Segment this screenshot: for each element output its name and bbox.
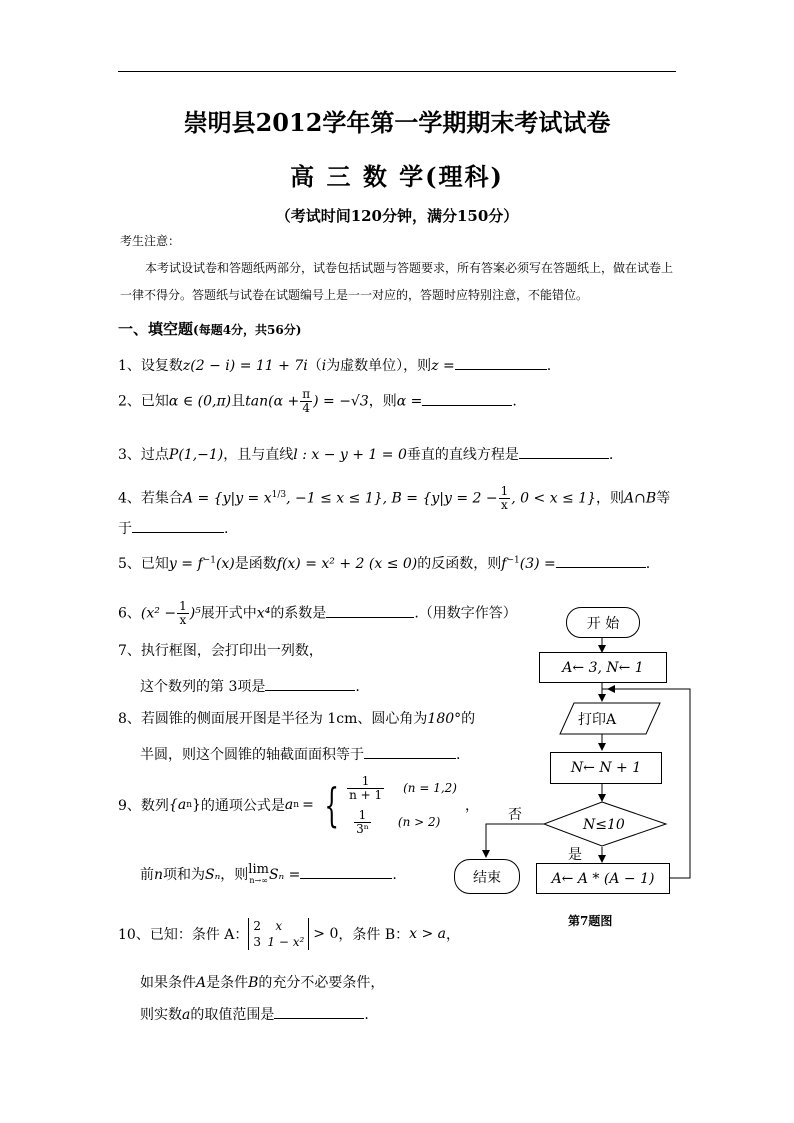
flowchart-increment: N← N + 1 — [550, 752, 662, 784]
q8-text-a: 若圆锥的侧面展开图是半径为 1cm、圆心角为 — [140, 711, 428, 727]
q10-line2c: 是条件 — [206, 975, 249, 991]
notice-heading: 考生注意： — [120, 234, 181, 248]
q8-line2: 半圆，则这个圆锥的轴截面面积等于 — [140, 747, 364, 763]
question-10-line3 — [140, 1004, 369, 1024]
q1-var-i: i — [321, 358, 327, 374]
q10-det-r2c1: 3 — [253, 935, 262, 949]
q10-cond-b: x > a — [409, 926, 447, 942]
q9-case1-den: n + 1 — [349, 787, 383, 802]
q10-text-a: 已知：条件 A： — [149, 927, 249, 943]
q6-text-f: 的系数是 — [270, 605, 327, 622]
q2-domain: α ∈ (0,π) — [168, 393, 232, 410]
q9-comma: ， — [464, 798, 479, 814]
exam-info: （考试时间120分钟，满分150分） — [275, 207, 519, 225]
question-4-line2 — [118, 518, 228, 538]
question-8-line2 — [140, 744, 460, 764]
q9-seq-sub: n — [186, 800, 192, 810]
q9-lim-expr: Sₙ = — [268, 867, 301, 883]
question-4 — [118, 485, 670, 512]
q10-determinant — [248, 918, 309, 950]
q9-case1-num: 1 — [347, 775, 384, 789]
q5-text-f: 的反函数，则 — [417, 556, 502, 572]
q4-text-a: 若集合 — [140, 490, 183, 507]
flowchart-end: 结束 — [454, 859, 520, 894]
q2-var-alpha: α = — [396, 393, 423, 410]
q6-expr: (x² − — [140, 605, 177, 622]
q9-line2c: 项和为 — [163, 867, 206, 883]
q9-number: 9、 — [118, 798, 141, 814]
q6-term: x⁴ — [256, 605, 271, 622]
q6-fraction — [177, 600, 189, 627]
q1-dot: . — [546, 358, 552, 374]
q6-text-g: .（用数字作答） — [414, 605, 517, 622]
q5-sup2: −1 — [506, 555, 520, 566]
flowchart-update: A← A * (A − 1) — [536, 863, 670, 894]
section-note: (每题4分，共56分) — [193, 323, 302, 337]
section-title: 一、填空题 — [118, 320, 194, 338]
q10-line2d: B — [248, 975, 259, 991]
q6-text-d: 展开式中 — [200, 605, 257, 622]
exam-subtitle: 高 三 数 学(理科) — [290, 162, 504, 191]
q10-text-c: ，条件 B： — [338, 927, 410, 943]
q4-set-b: , −1 ≤ x ≤ 1}, B = {y|y = 2 − — [286, 490, 498, 507]
header-rule — [118, 71, 676, 72]
q3-answer-blank[interactable] — [519, 444, 609, 459]
q2-text-g: ，则 — [368, 393, 397, 410]
q4-dot: . — [224, 521, 229, 537]
q4-exponent: 1/3 — [271, 489, 287, 500]
q4-intersection: A∩B — [624, 490, 657, 507]
q9-dot: . — [392, 867, 397, 883]
q6-number: 6、 — [118, 605, 141, 622]
q10-det-row1 — [253, 918, 304, 934]
q9-line2e: ，则 — [220, 867, 249, 883]
q1-text-c: （ — [307, 358, 322, 374]
q10-line2b: A — [196, 975, 207, 991]
question-9 — [118, 770, 479, 840]
q1-text-a: 设复数 — [140, 358, 183, 374]
q9-case2-num: 1 — [354, 809, 371, 823]
q10-det-r1c1: 2 — [253, 919, 262, 933]
q10-det-r2c2: 1 − x² — [267, 935, 305, 949]
q7-number: 7、 — [118, 643, 141, 659]
q4-answer-blank[interactable] — [132, 518, 224, 533]
flowchart-yes-label: 是 — [568, 847, 582, 863]
q9-answer-blank[interactable] — [300, 864, 392, 879]
section-heading — [118, 318, 301, 339]
question-10 — [118, 918, 460, 950]
q7-dot: . — [355, 679, 360, 695]
q2-fraction — [300, 388, 312, 415]
q5-answer-blank[interactable] — [556, 553, 646, 568]
q4-frac-num: 1 — [500, 484, 509, 498]
q9-case1-cond: (n = 1,2) — [403, 781, 457, 795]
q2-frac-den: 4 — [302, 401, 310, 415]
q7-line2: 这个数列的第 3项是 — [140, 679, 266, 695]
q9-seq: {a — [168, 797, 187, 813]
q9-an: a — [284, 797, 294, 813]
q6-answer-blank[interactable] — [326, 603, 414, 618]
question-7-line2 — [140, 676, 360, 696]
q9-text-c: 的通项公式是 — [200, 798, 285, 814]
q8-angle: 180° — [427, 711, 462, 727]
q9-line2a: 前 — [140, 867, 154, 883]
flowchart-condition: N≤10 — [583, 817, 625, 833]
flowchart-init: A← 3, N← 1 — [539, 652, 667, 683]
q5-function: f(x) = x² + 2 (x ≤ 0) — [276, 556, 418, 572]
q2-number: 2、 — [118, 393, 141, 410]
question-10-line2 — [140, 972, 384, 992]
q9-seq-end: } — [191, 797, 201, 813]
q9-lim-sub: n→∞ — [249, 876, 268, 885]
q4-fraction — [499, 485, 511, 512]
q4-set-b-end: , 0 < x ≤ 1} — [511, 490, 597, 507]
q5-text-a: 已知 — [140, 556, 169, 572]
q10-line2a: 如果条件 — [140, 975, 196, 991]
q6-frac-num: 1 — [179, 599, 187, 613]
q3-number: 3、 — [118, 447, 141, 463]
q9-case2-den: 3ⁿ — [356, 821, 369, 836]
flowchart-print: 打印A — [578, 712, 617, 728]
q3-text-e: 垂直的直线方程是 — [406, 447, 519, 463]
q10-gt: > 0 — [313, 926, 339, 942]
q2-dot: . — [512, 393, 517, 410]
q2-text-a: 已知 — [140, 393, 169, 410]
q1-var-z: z = — [431, 358, 455, 374]
q9-case2-cond: (n > 2) — [397, 815, 441, 829]
flowchart-start: 开 始 — [566, 607, 640, 638]
q10-answer-blank[interactable] — [274, 1004, 364, 1019]
q1-text-e: 为虚数单位），则 — [326, 358, 432, 374]
q9-brace: { — [324, 778, 339, 832]
q3-text-a: 过点 — [140, 447, 169, 463]
q9-an-sub: n — [293, 800, 300, 810]
q9-eq: = — [302, 797, 314, 813]
question-5 — [118, 553, 650, 573]
exam-title: 崇明县2012学年第一学期期末考试试卷 — [183, 108, 611, 137]
q4-text-h: 等 — [656, 490, 671, 507]
q4-number: 4、 — [118, 490, 141, 507]
q3-text-c: ，且与直线 — [223, 447, 294, 463]
q1-answer-blank[interactable] — [455, 355, 547, 370]
question-2 — [118, 388, 517, 415]
question-9-line2 — [140, 864, 397, 886]
q2-tan-value: ) = −√3 — [313, 393, 369, 410]
q1-equation: z(2 − i) = 11 + 7i — [182, 358, 308, 374]
q9-lim: lim — [248, 862, 269, 877]
flowchart-caption: 第7题图 — [568, 914, 613, 928]
q5-number: 5、 — [118, 556, 141, 572]
q10-line3a: 则实数 — [140, 1007, 182, 1023]
q9-case2-frac — [354, 809, 371, 836]
q2-frac-num: π — [302, 387, 311, 401]
q2-answer-blank[interactable] — [422, 391, 512, 406]
q9-text-a: 数列 — [140, 798, 169, 814]
q6-frac-den: x — [179, 613, 187, 627]
q2-tan: tan(α + — [245, 393, 300, 410]
q4-set-a: A = {y|y = x — [182, 490, 272, 507]
q10-line2e: 的充分不必要条件， — [258, 975, 385, 991]
flowchart-no-label: 否 — [508, 807, 522, 823]
q3-dot: . — [608, 447, 614, 463]
q10-number: 10、 — [118, 927, 150, 943]
q7-line1: 执行框图，会打印出一列数， — [140, 643, 323, 659]
q5-inverse: y = f — [168, 556, 203, 572]
q4-text-i: 于 — [118, 521, 132, 537]
q8-dot: . — [456, 747, 461, 763]
q10-line3c: 的取值范围是 — [190, 1007, 275, 1023]
q9-limit — [248, 864, 269, 886]
q5-arg: (x) — [215, 556, 235, 572]
q9-sum: Sₙ — [205, 867, 221, 883]
q10-comma: ， — [446, 927, 461, 943]
q8-text-c: 的 — [461, 711, 476, 727]
q10-line3b: a — [182, 1007, 191, 1023]
notice-line2: 一律不得分。答题纸与试卷在试题编号上是一一对应的，答题时应特别注意，不能错位。 — [120, 288, 589, 302]
q5-sup1: −1 — [202, 555, 216, 566]
q5-eval: (3) = — [519, 556, 556, 572]
q4-frac-den: x — [501, 498, 508, 512]
q9-line2b: n — [154, 867, 164, 883]
notice-line1: 本考试设试卷和答题纸两部分，试卷包括试题与答题要求，所有答案必须写在答题纸上，做在试卷上 — [145, 261, 674, 275]
q5-f: f — [501, 556, 507, 572]
q5-text-d: 是函数 — [234, 556, 277, 572]
q8-number: 8、 — [118, 711, 141, 727]
q1-number: 1、 — [118, 358, 141, 374]
q3-point: P(1,−1) — [168, 447, 224, 463]
q9-case1-frac — [347, 775, 384, 802]
question-7 — [118, 640, 323, 660]
q6-power: )⁵ — [189, 605, 201, 622]
q5-dot: . — [645, 556, 651, 572]
q3-line: l : x − y + 1 = 0 — [293, 447, 407, 463]
q10-dot: . — [364, 1007, 369, 1023]
question-8 — [118, 708, 475, 728]
question-3 — [118, 444, 613, 464]
q2-text-c: 且 — [231, 393, 246, 410]
q4-text-f: ，则 — [596, 490, 625, 507]
q10-det-row2 — [253, 934, 304, 950]
q10-det-r1c2: x — [275, 919, 283, 933]
question-1 — [118, 355, 551, 375]
q7-answer-blank[interactable] — [265, 676, 355, 691]
